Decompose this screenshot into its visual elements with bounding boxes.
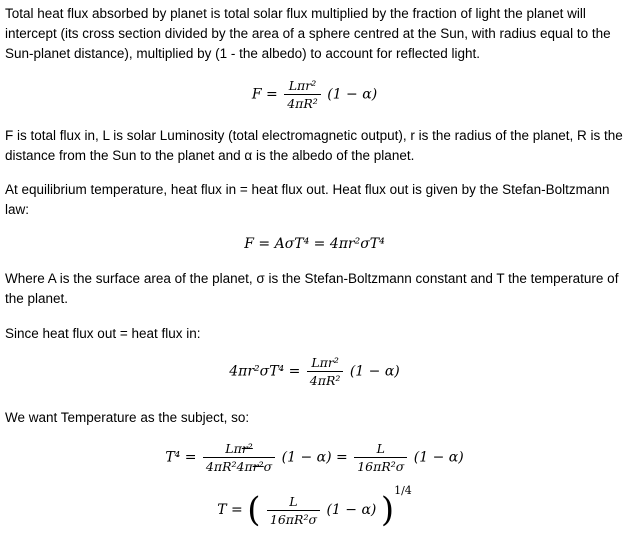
equation-stefan-boltzmann: F = AσT⁴ = 4πr²σT⁴	[244, 236, 385, 252]
paragraph-equilibrium: At equilibrium temperature, heat flux in = heat flux out. Heat flux out is given by the Stefan-Boltzmann law:	[5, 182, 610, 217]
paragraph-where: Where A is the surface area of the planet, σ is the Stefan-Boltzmann constant and T the temperature of the planet.	[5, 271, 619, 306]
eq3-lhs: 4πr²σT⁴ =	[229, 363, 301, 380]
paragraph-definitions: F is total flux in, L is solar Luminosity (total electromagnetic output), r is the radius of the planet, R is the distance from the Sun to the planet and α is the albedo of the planet.	[5, 128, 623, 163]
eq4-middle: (1 − α) =	[281, 449, 348, 466]
eq4-tail: (1 − α)	[413, 449, 464, 466]
eq1-tail: (1 − α)	[327, 86, 378, 103]
equation-balance	[0, 355, 629, 388]
eq4-numerator-1	[203, 441, 275, 458]
eq3-numerator: Lπr²	[307, 355, 344, 372]
eq3-denominator: 4πR²	[309, 373, 341, 388]
paragraph-subject: We want Temperature as the subject, so:	[5, 410, 250, 425]
eq1-numerator: Lπr²	[284, 78, 321, 95]
eq1-denominator: 4πR²	[287, 96, 318, 111]
eq4-den1-sigma: σ	[263, 459, 273, 474]
left-paren: (	[247, 490, 261, 530]
paragraph-intro: Total heat flux absorbed by planet is total solar flux multiplied by the fraction of light the planet will intercept (its cross section divided by the area of a sphere centred at the Sun, with radius equal to the Sun-planet distance), multiplied by (1 - the albedo) to account for reflected light.	[5, 6, 611, 61]
eq3-fraction	[307, 355, 344, 388]
eq1-fraction	[284, 78, 321, 111]
equation-t4	[0, 441, 629, 474]
eq4-denominator-1	[203, 458, 275, 474]
eq5-denominator: 16πR²σ	[269, 511, 317, 527]
eq4-denominator-2: 16πR²σ	[357, 459, 405, 474]
eq5-tail: (1 − α)	[326, 502, 377, 518]
eq3-tail: (1 − α)	[349, 363, 400, 380]
eq4-den1-text: 4πR²4π	[205, 459, 253, 474]
eq4-num1-cancelled: r²	[241, 441, 253, 456]
paragraph-since: Since heat flux out = heat flux in:	[5, 326, 201, 341]
eq1-lhs: F =	[251, 86, 278, 103]
eq4-num1-text: Lπ	[225, 441, 242, 456]
eq4-fraction-2	[354, 441, 407, 474]
eq5-fraction	[267, 494, 320, 527]
right-paren: )	[380, 490, 395, 530]
equation-flux-in	[0, 78, 629, 111]
eq4-lhs: T⁴ =	[165, 449, 197, 466]
eq4-den1-cancelled: r²	[252, 459, 264, 474]
eq4-numerator-2: L	[354, 441, 407, 458]
eq5-exponent: 1/4	[394, 484, 412, 497]
eq5-numerator: L	[267, 494, 320, 511]
equation-t	[0, 484, 629, 530]
eq5-lhs: T =	[217, 502, 243, 518]
eq4-fraction-1	[203, 441, 275, 474]
